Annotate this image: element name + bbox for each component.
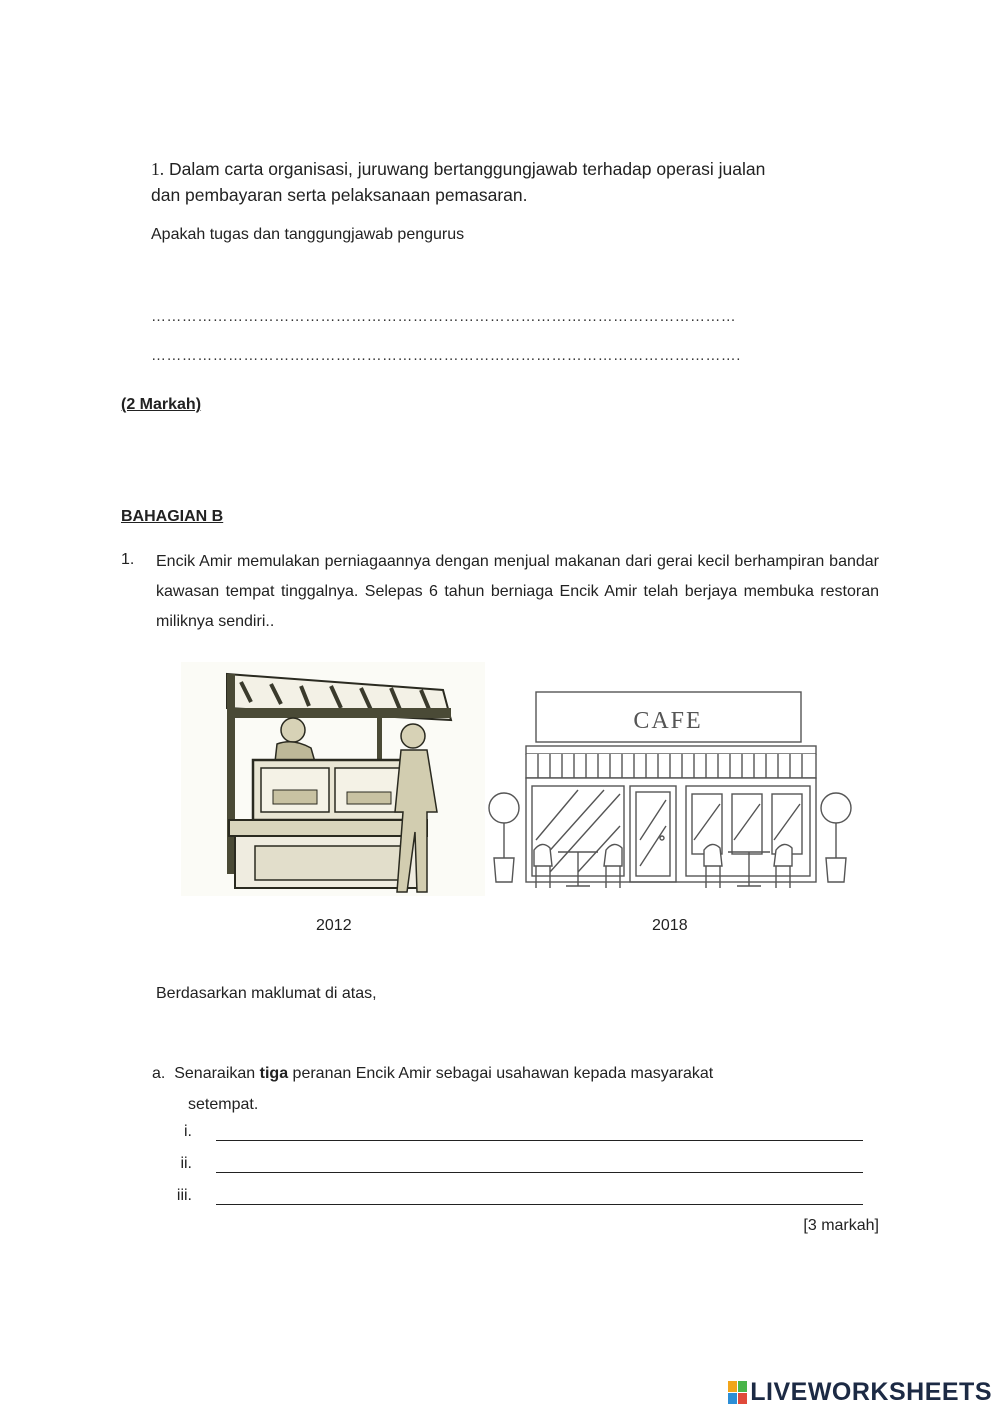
section-heading: BAHAGIAN B: [121, 508, 224, 525]
based-on-text: Berdasarkan maklumat di atas,: [156, 985, 377, 1002]
question-number: 1.: [121, 551, 135, 568]
answer-line-3[interactable]: [216, 1204, 863, 1205]
customer-head: [401, 724, 425, 748]
stall-post-left: [227, 674, 235, 874]
logo-square-1: [728, 1381, 737, 1392]
question-1-text: [151, 156, 791, 208]
answer-number-2: ii.: [180, 1155, 192, 1172]
counter-panel: [255, 846, 405, 880]
question-a-text-line2: setempat.: [188, 1096, 259, 1113]
answer-line-2[interactable]: [216, 1172, 863, 1173]
year-label-right: 2018: [652, 917, 688, 934]
question-a: [152, 1058, 852, 1120]
plant-left-crown: [489, 793, 519, 823]
plant-right-crown: [821, 793, 851, 823]
answer-number-3: iii.: [176, 1187, 192, 1204]
question-a-letter: a.: [152, 1065, 166, 1082]
awning: [526, 754, 816, 778]
question-a-text-before: Senaraikan: [174, 1065, 256, 1082]
liveworksheets-logo[interactable]: [728, 1378, 992, 1407]
question-1-body: Dalam carta organisasi, juruwang bertanggungjawab terhadap operasi jualan dan pembayaran serta pelaksanaan pemasaran.: [151, 159, 766, 205]
answer-dotted-line-2[interactable]: …………………………………………………………………………………………………….: [151, 347, 741, 364]
plant-left-pot: [494, 858, 514, 882]
answer-number-1: i.: [184, 1123, 192, 1140]
logo-square-4: [738, 1393, 747, 1404]
food-stall-illustration: [181, 662, 485, 896]
roof-edge: [227, 708, 451, 718]
cafe-sign-text: CAFE: [633, 708, 703, 734]
logo-mark-icon: [728, 1381, 747, 1404]
question-text: Encik Amir memulakan perniagaannya dengan menjual makanan dari gerai kecil berhampiran bandar kawasan tempat tinggalnya. Selepas 6 tahun berniaga Encik Amir telah berjaya membuka restoran miliknya sendiri..: [156, 553, 879, 630]
logo-square-2: [738, 1381, 747, 1392]
logo-square-3: [728, 1393, 737, 1404]
marks-label-b: [3 markah]: [803, 1217, 879, 1234]
question-1-sub: Apakah tugas dan tanggungjawab pengurus: [151, 226, 465, 243]
cafe-illustration: [486, 690, 856, 892]
seller-head: [281, 718, 305, 742]
food-tray-left: [273, 790, 317, 804]
answer-line-1[interactable]: [216, 1140, 863, 1141]
question-a-bold: tiga: [259, 1065, 289, 1082]
question-a-text-after: peranan Encik Amir sebagai usahawan kepada masyarakat: [292, 1065, 714, 1082]
food-tray-right: [347, 792, 391, 804]
plant-right-pot: [826, 858, 846, 882]
awning-top: [526, 746, 816, 754]
marks-label: (2 Markah): [121, 396, 202, 413]
answer-dotted-line-1[interactable]: ……………………………………………………………………………………………………: [151, 308, 737, 325]
year-label-left: 2012: [316, 917, 352, 934]
display-glass-right: [335, 768, 405, 812]
counter-top: [229, 820, 427, 836]
question-1-number: 1.: [151, 159, 165, 179]
logo-text: LIVEWORKSHEETS: [750, 1378, 992, 1406]
